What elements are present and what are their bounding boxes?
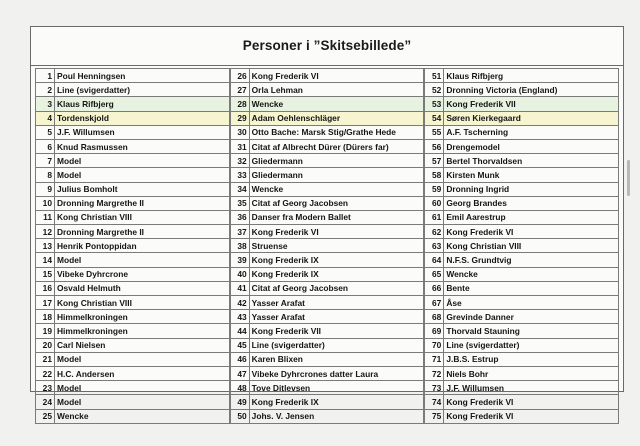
table-row [425,395,619,409]
table-row [230,196,424,210]
table-row [425,225,619,239]
person-name: Tove Ditlevsen [249,381,424,395]
table-row [36,139,230,153]
table-row [36,310,230,324]
row-number: 35 [230,196,249,210]
row-number: 29 [230,111,249,125]
row-number: 20 [36,338,55,352]
person-name: Dronning Margrethe II [55,196,230,210]
row-number: 18 [36,310,55,324]
row-number: 46 [230,352,249,366]
person-name: Julius Bomholt [55,182,230,196]
person-name: Emil Aarestrup [444,210,619,224]
row-number: 13 [36,239,55,253]
table-row [230,225,424,239]
person-name: H.C. Andersen [55,366,230,380]
table-row [36,296,230,310]
person-name: Model [55,168,230,182]
page-title: Personer i ”Skitsebillede” [31,27,623,66]
row-number: 72 [425,366,444,380]
table-row [230,324,424,338]
person-name: Henrik Pontoppidan [55,239,230,253]
person-name: Line (svigerdatter) [249,338,424,352]
row-number: 31 [230,139,249,153]
table-row [230,381,424,395]
table-row [425,168,619,182]
table-row [36,338,230,352]
person-name: Poul Henningsen [55,69,230,83]
persons-table-1 [35,68,230,424]
row-number: 21 [36,352,55,366]
row-number: 32 [230,154,249,168]
table-row [425,352,619,366]
table-row [36,253,230,267]
row-number: 11 [36,210,55,224]
row-number: 75 [425,409,444,423]
person-name: Adam Oehlenschläger [249,111,424,125]
table-row [425,324,619,338]
table-row [425,83,619,97]
row-number: 43 [230,310,249,324]
table-row [230,139,424,153]
column-3 [424,68,619,424]
row-number: 16 [36,281,55,295]
person-name: Kong Christian VIII [55,296,230,310]
row-number: 47 [230,366,249,380]
person-name: Line (svigerdatter) [444,338,619,352]
table-row [230,182,424,196]
row-number: 56 [425,139,444,153]
person-name: Model [55,352,230,366]
row-number: 41 [230,281,249,295]
table-row [36,168,230,182]
row-number: 55 [425,125,444,139]
table-row [36,83,230,97]
person-name: Kong Christian VIII [444,239,619,253]
row-number: 68 [425,310,444,324]
row-number: 40 [230,267,249,281]
table-row [425,139,619,153]
table-row [36,239,230,253]
table-row [230,97,424,111]
person-name: Søren Kierkegaard [444,111,619,125]
row-number: 1 [36,69,55,83]
table-row [36,352,230,366]
table-row [230,111,424,125]
persons-table-3 [424,68,619,424]
person-name: Drengemodel [444,139,619,153]
table-row [36,366,230,380]
row-number: 33 [230,168,249,182]
table-row [425,125,619,139]
column-2 [230,68,425,424]
row-number: 25 [36,409,55,423]
table-row [230,168,424,182]
person-name: Kirsten Munk [444,168,619,182]
table-row [230,281,424,295]
row-number: 34 [230,182,249,196]
row-number: 65 [425,267,444,281]
person-name: J.B.S. Estrup [444,352,619,366]
row-number: 61 [425,210,444,224]
person-name: Vibeke Dyhrcrone [55,267,230,281]
row-number: 45 [230,338,249,352]
table-row [36,154,230,168]
table-row [36,267,230,281]
table-row [230,83,424,97]
person-name: Wencke [249,182,424,196]
row-number: 30 [230,125,249,139]
table-row [230,395,424,409]
person-name: Osvald Helmuth [55,281,230,295]
table-row [230,125,424,139]
table-row [36,69,230,83]
table-row [230,310,424,324]
person-name: Danser fra Modern Ballet [249,210,424,224]
row-number: 6 [36,139,55,153]
row-number: 54 [425,111,444,125]
row-number: 17 [36,296,55,310]
person-name: Kong Frederik VI [444,225,619,239]
table-row [425,97,619,111]
row-number: 57 [425,154,444,168]
persons-table-2 [230,68,425,424]
table-row [36,395,230,409]
table-row [230,69,424,83]
table-row [230,366,424,380]
person-name: Kong Frederik VI [444,409,619,423]
person-name: Wencke [55,409,230,423]
table-row [425,196,619,210]
person-name: Otto Bache: Marsk Stig/Grathe Hede [249,125,424,139]
table-row [230,409,424,423]
person-name: Vibeke Dyhrcrones datter Laura [249,366,424,380]
row-number: 14 [36,253,55,267]
row-number: 22 [36,366,55,380]
person-name: Thorvald Stauning [444,324,619,338]
person-name: Åse [444,296,619,310]
row-number: 39 [230,253,249,267]
person-name: Bertel Thorvaldsen [444,154,619,168]
persons-grid [31,66,623,424]
row-number: 44 [230,324,249,338]
person-name: Himmelkroningen [55,310,230,324]
person-name: Johs. V. Jensen [249,409,424,423]
person-name: Kong Frederik VII [444,97,619,111]
row-number: 8 [36,168,55,182]
table-row [425,338,619,352]
table-row [425,154,619,168]
row-number: 10 [36,196,55,210]
person-name: Gliedermann [249,168,424,182]
table-row [230,352,424,366]
table-row [425,409,619,423]
row-number: 38 [230,239,249,253]
person-name: Klaus Rifbjerg [55,97,230,111]
row-number: 37 [230,225,249,239]
row-number: 24 [36,395,55,409]
table-row [230,253,424,267]
table-row [230,210,424,224]
row-number: 74 [425,395,444,409]
table-row [36,324,230,338]
person-name: Kong Frederik VII [249,324,424,338]
document-sheet [30,26,624,422]
person-name: Yasser Arafat [249,296,424,310]
row-number: 4 [36,111,55,125]
person-name: Karen Blixen [249,352,424,366]
row-number: 42 [230,296,249,310]
table-row [36,381,230,395]
table-row [425,239,619,253]
table-row [425,296,619,310]
person-name: Model [55,253,230,267]
row-number: 27 [230,83,249,97]
row-number: 15 [36,267,55,281]
person-name: Gliedermann [249,154,424,168]
table-row [230,296,424,310]
table-row [36,409,230,423]
person-name: Model [55,395,230,409]
row-number: 62 [425,225,444,239]
table-row [36,225,230,239]
row-number: 71 [425,352,444,366]
person-name: Yasser Arafat [249,310,424,324]
row-number: 51 [425,69,444,83]
person-name: Kong Frederik VI [249,69,424,83]
table-row [425,281,619,295]
table-row [230,338,424,352]
table-row [425,253,619,267]
person-name: Dronning Margrethe II [55,225,230,239]
person-name: Bente [444,281,619,295]
row-number: 64 [425,253,444,267]
column-1 [35,68,230,424]
person-name: Georg Brandes [444,196,619,210]
row-number: 66 [425,281,444,295]
row-number: 53 [425,97,444,111]
person-name: Citat af Georg Jacobsen [249,281,424,295]
person-name: Dronning Ingrid [444,182,619,196]
person-name: Citat af Albrecht Dürer (Dürers far) [249,139,424,153]
table-row [36,210,230,224]
person-name: J.F. Willumsen [444,381,619,395]
row-number: 2 [36,83,55,97]
table-row [425,366,619,380]
person-name: Kong Christian VIII [55,210,230,224]
row-number: 12 [36,225,55,239]
paper-edge-mark [627,160,630,196]
row-number: 67 [425,296,444,310]
row-number: 73 [425,381,444,395]
table-row [230,239,424,253]
row-number: 50 [230,409,249,423]
row-number: 70 [425,338,444,352]
person-name: Model [55,154,230,168]
person-name: Niels Bohr [444,366,619,380]
row-number: 28 [230,97,249,111]
table-row [425,111,619,125]
person-name: Tordenskjold [55,111,230,125]
row-number: 59 [425,182,444,196]
person-name: Grevinde Danner [444,310,619,324]
person-name: Klaus Rifbjerg [444,69,619,83]
row-number: 58 [425,168,444,182]
table-row [425,69,619,83]
table-row [425,210,619,224]
row-number: 3 [36,97,55,111]
row-number: 48 [230,381,249,395]
person-name: Struensе [249,239,424,253]
person-name: Knud Rasmussen [55,139,230,153]
person-name: A.F. Tscherning [444,125,619,139]
table-row [425,267,619,281]
row-number: 7 [36,154,55,168]
table-row [425,310,619,324]
table-row [425,381,619,395]
table-row [36,111,230,125]
person-name: Kong Frederik IX [249,267,424,281]
person-name: Orla Lehman [249,83,424,97]
table-row [230,267,424,281]
row-number: 52 [425,83,444,97]
person-name: Kong Frederik IX [249,395,424,409]
person-name: Kong Frederik IX [249,253,424,267]
person-name: Dronning Victoria (England) [444,83,619,97]
row-number: 63 [425,239,444,253]
row-number: 5 [36,125,55,139]
row-number: 69 [425,324,444,338]
row-number: 60 [425,196,444,210]
row-number: 23 [36,381,55,395]
person-name: Kong Frederik VI [249,225,424,239]
row-number: 19 [36,324,55,338]
person-name: Carl Nielsen [55,338,230,352]
person-name: Line (svigerdatter) [55,83,230,97]
row-number: 9 [36,182,55,196]
row-number: 36 [230,210,249,224]
person-name: J.F. Willumsen [55,125,230,139]
person-name: Model [55,381,230,395]
person-name: Wencke [444,267,619,281]
person-name: Kong Frederik VI [444,395,619,409]
table-row [425,182,619,196]
row-number: 49 [230,395,249,409]
table-row [36,125,230,139]
person-name: Wencke [249,97,424,111]
person-name: N.F.S. Grundtvig [444,253,619,267]
row-number: 26 [230,69,249,83]
table-row [36,196,230,210]
person-name: Citat af Georg Jacobsen [249,196,424,210]
table-row [36,281,230,295]
person-name: Himmelkroningen [55,324,230,338]
table-row [36,182,230,196]
table-row [230,154,424,168]
table-row [36,97,230,111]
